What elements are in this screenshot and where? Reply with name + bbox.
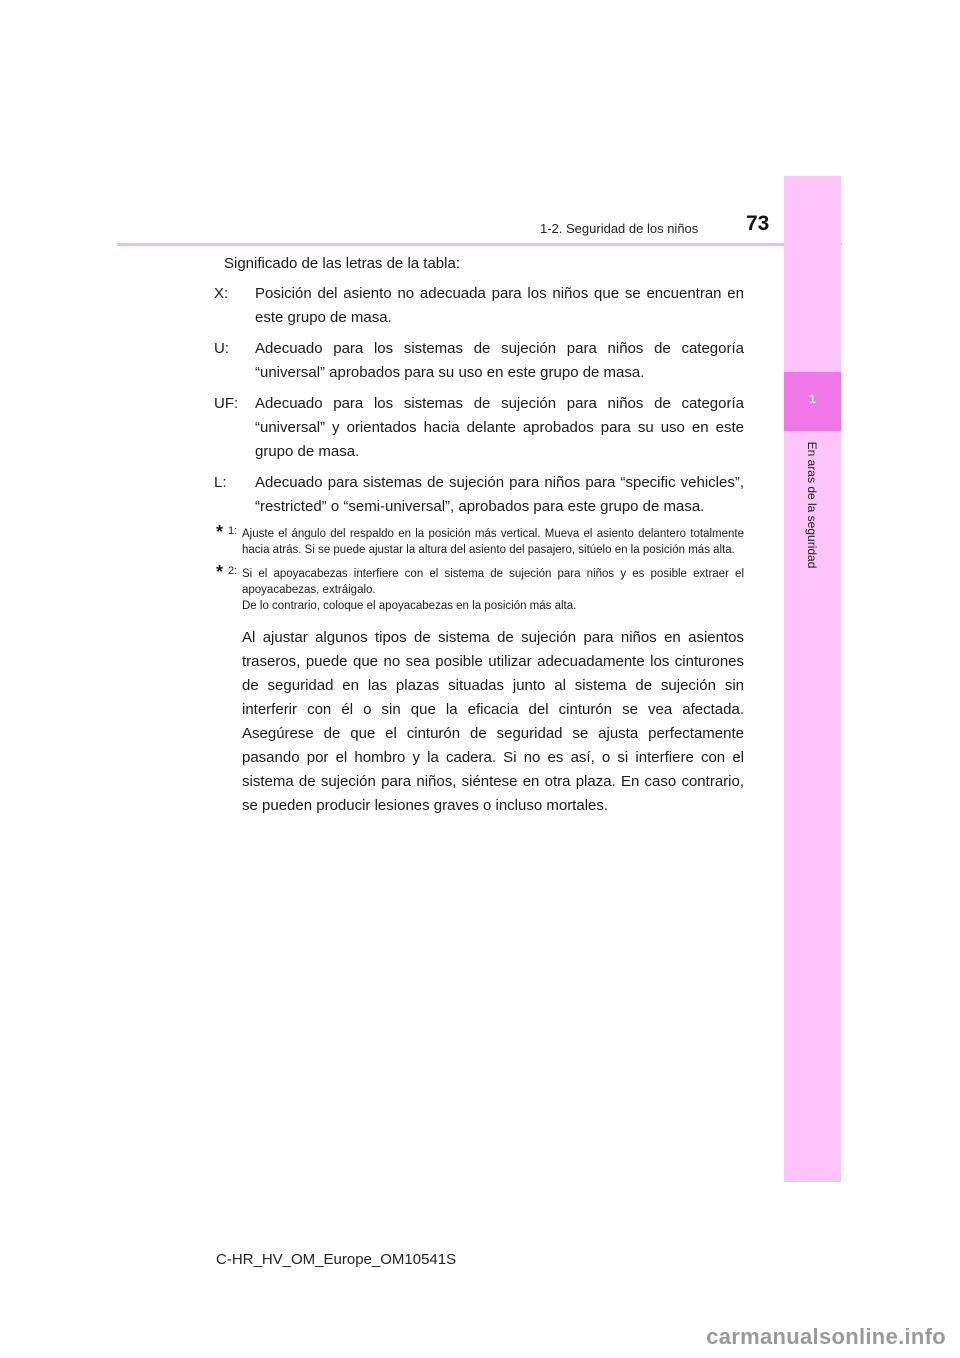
definition-item: [214, 282, 744, 330]
definition-text: Adecuado para los sistemas de sujeción para niños de categoría “universal” aprobados para su uso en este grupo de masa.: [255, 340, 744, 381]
table-legend-intro: Significado de las letras de la tabla:: [224, 255, 460, 272]
definition-item: [214, 392, 744, 464]
footnote-text: De lo contrario, coloque el apoyacabezas en la posición más alta.: [242, 600, 577, 612]
definition-key: UF:: [214, 395, 239, 412]
chapter-title: En aras de la seguridad: [805, 441, 819, 569]
page-content: [214, 253, 744, 833]
footnote-number: 1:: [228, 525, 238, 537]
footnote-asterisk: *: [216, 522, 224, 542]
definition-key: X:: [214, 285, 229, 302]
definition-item: [214, 337, 744, 385]
header-divider: [117, 243, 842, 246]
section-title: 1-2. Seguridad de los niños: [540, 221, 699, 236]
footnotes: [214, 522, 744, 614]
footnote-2: [214, 562, 744, 614]
footnote-1: [214, 522, 744, 558]
document-code: C-HR_HV_OM_Europe_OM10541S: [216, 1251, 457, 1268]
definition-key: U:: [214, 340, 229, 357]
page-number: 73: [746, 212, 770, 235]
footnote-text: Si el apoyacabezas interfiere con el sistema de sujeción para niños y es posible extraer el apoyacabezas, extráigalo.: [242, 568, 744, 596]
definition-text: Adecuado para sistemas de sujeción para niños para “specific vehicles”, “restricted” o “semi-universal”, aprobados para este grupo de masa.: [255, 474, 744, 515]
chapter-side-tab: [784, 176, 841, 1182]
definition-text: Adecuado para los sistemas de sujeción para niños de categoría “universal” y orientados hacia delante aprobados para su uso en este grupo de masa.: [255, 395, 744, 460]
definition-text: Posición del asiento no adecuada para los niños que se encuentran en este grupo de masa.: [255, 285, 744, 326]
safety-warning-paragraph: Al ajustar algunos tipos de sistema de sujeción para niños en asientos traseros, puede que no sea posible utilizar adecuadamente los cinturones de seguridad en las plazas situadas junto al sistema de sujeción sin interferir con él o sin que la eficacia del cinturón se vea afectada. Asegúrese de que el cinturón de seguridad se ajusta perfectamente pasando por el hombro y la cadera. Si no es así, o si interfiere con el sistema de sujeción para niños, siéntese en otra plaza. En caso contrario, se pueden producir lesiones graves o incluso mortales.: [242, 629, 744, 814]
definition-item: [214, 471, 744, 519]
footnote-text: Ajuste el ángulo del respaldo en la posición más vertical. Mueva el asiento delantero totalmente hacia atrás. Si se puede ajustar la altura del asiento del pasajero, sitúelo en la posición más alta.: [242, 528, 744, 556]
footnote-number: 2:: [228, 565, 238, 577]
footnote-asterisk: *: [216, 562, 224, 582]
letter-definition-list: [214, 282, 744, 519]
watermark: carmanualsonline.info: [706, 1324, 946, 1349]
definition-key: L:: [214, 474, 227, 491]
chapter-number: 1: [809, 392, 816, 406]
